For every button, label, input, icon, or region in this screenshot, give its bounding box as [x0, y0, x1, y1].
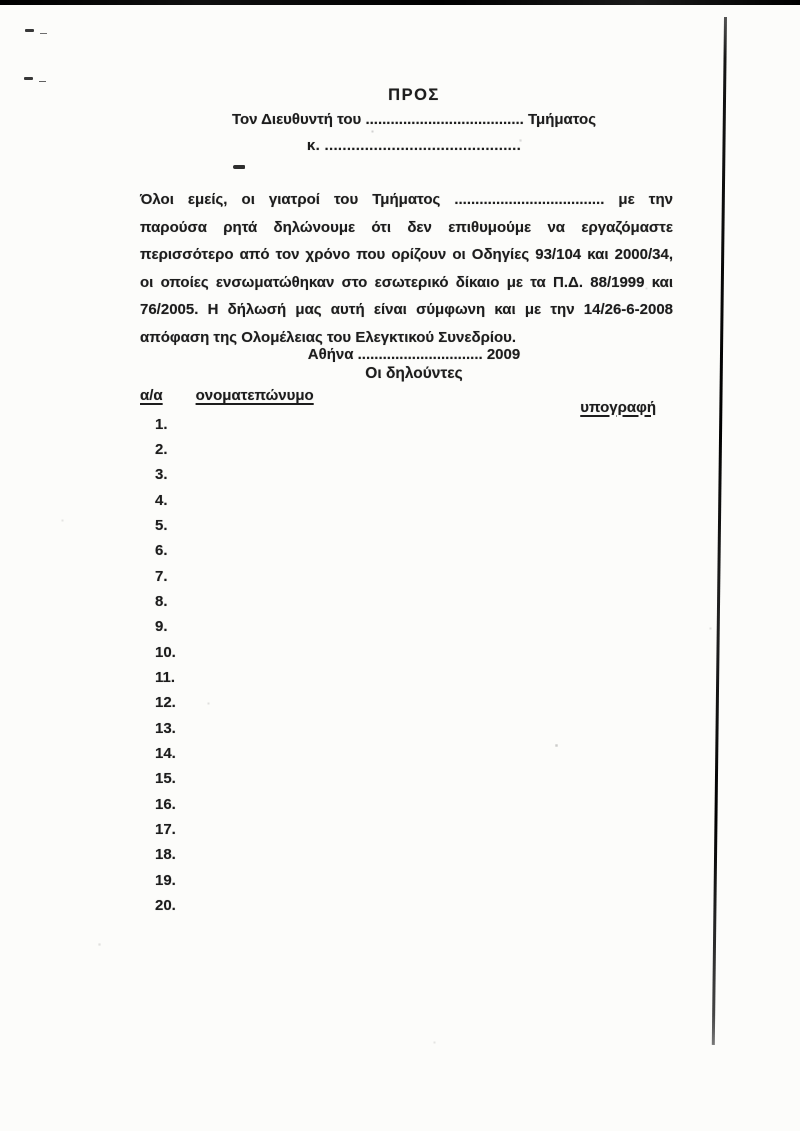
- recipient-line: Τον Διευθυντή του ...................................... Τμήματος: [231, 111, 597, 128]
- signatory-row-number: 15.: [155, 770, 176, 788]
- declaration-body: [140, 186, 673, 352]
- signatory-row-number: 14.: [155, 745, 176, 763]
- date-line: Αθήνα .............................. 2009: [307, 345, 521, 363]
- signatory-row-number: 13.: [155, 719, 176, 737]
- declaration-body-line: περισσότερο από τον χρόνο που ορίζουν οι Οδηγίες 93/104 και 2000/34,: [140, 246, 673, 264]
- signatory-row-number: 8.: [155, 592, 168, 610]
- signatory-row-number: 5.: [155, 516, 168, 534]
- signatory-row-number: 19.: [155, 871, 176, 889]
- signatory-row-number: 12.: [155, 694, 176, 712]
- signatory-row-number: 2.: [155, 440, 168, 458]
- column-header-signature: υπογραφή: [580, 398, 656, 416]
- column-header-fullname: ονοματεπώνυμο: [195, 386, 314, 404]
- signatory-row-number: 4.: [155, 491, 168, 509]
- declaration-body-line: απόφαση της Ολομέλειας του Ελεγκτικού Συνεδρίου.: [140, 328, 517, 346]
- signatory-row-number: 6.: [155, 542, 168, 560]
- declaration-body-line: 76/2005. Η δήλωσή μας αυτή είναι σύμφωνη και με την 14/26-6-2008: [140, 301, 673, 319]
- signatory-row-number: 18.: [155, 846, 176, 864]
- declaration-body-line: Όλοι εμείς, οι γιατροί του Τμήματος .................................... με την: [140, 191, 673, 208]
- signatory-table-header: [140, 386, 656, 416]
- declaration-body-line: οι οποίες ενσωματώθηκαν στο εσωτερικό δίκαιο με τα Π.Δ. 88/1999 και: [140, 273, 673, 291]
- signatory-row-number: 16.: [155, 795, 176, 813]
- signatories-title: Οι δηλούντες: [365, 364, 463, 382]
- addressee-line: κ. ............................................: [306, 137, 522, 154]
- signatory-row-number: 10.: [155, 643, 176, 661]
- column-header-index: α/α: [140, 386, 163, 404]
- signatory-row-number: 11.: [155, 669, 176, 686]
- signatory-row-number: 9.: [155, 618, 168, 636]
- signatory-row-number: 17.: [155, 821, 176, 839]
- signatory-row-number: 1.: [155, 415, 168, 433]
- signatory-row-number: 7.: [155, 567, 168, 585]
- signatory-row-number: 3.: [155, 466, 168, 484]
- document-heading: ΠΡΟΣ: [388, 86, 440, 104]
- signatory-rows: [155, 412, 800, 919]
- signatory-row-number: 20.: [155, 897, 176, 915]
- declaration-body-line: παρούσα ρητά δηλώνουμε ότι δεν επιθυμούμε να εργαζόμαστε: [140, 218, 673, 236]
